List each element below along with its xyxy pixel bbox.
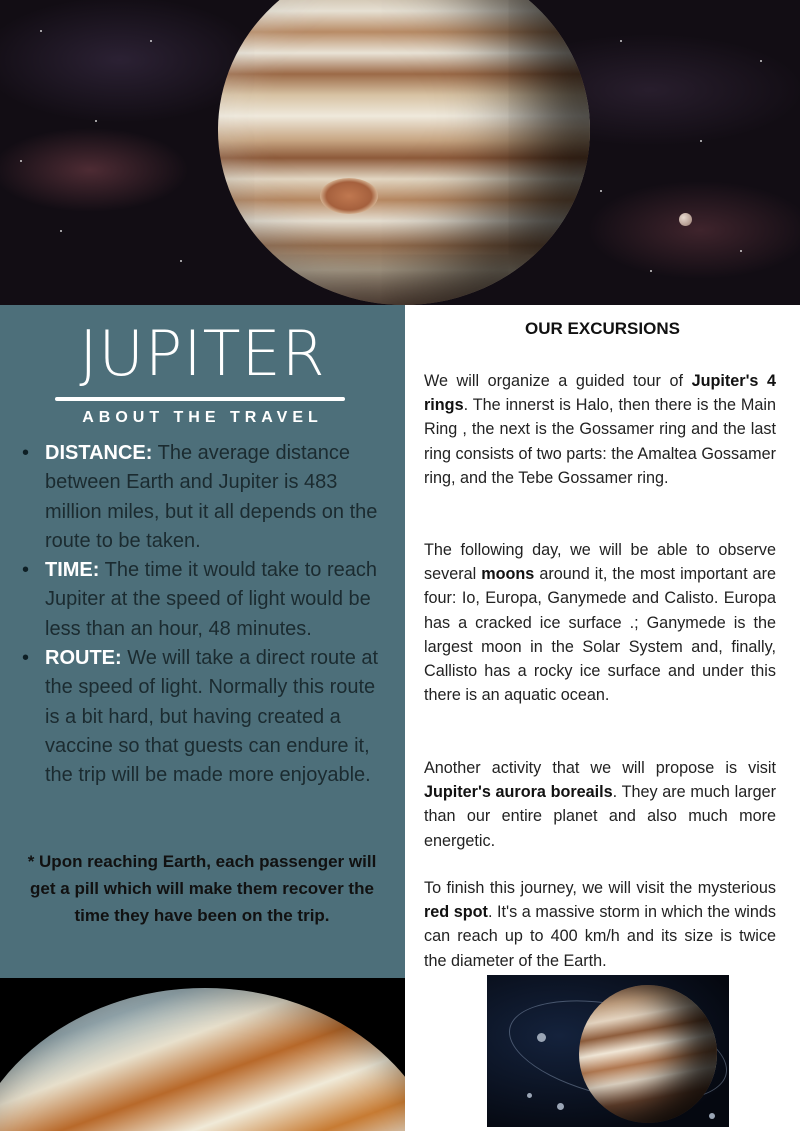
fact-label: TIME:	[45, 559, 100, 582]
moon	[537, 1033, 546, 1042]
moon	[527, 1093, 532, 1098]
jupiter-planet	[218, 0, 590, 305]
paragraph-aurora: Another activity that we will propose is visit Jupiter's aurora boreails. They are much larger than our entire planet and also much more energetic.	[424, 759, 776, 850]
fact-distance	[20, 439, 395, 556]
fact-text: The time it would take to reach Jupiter at the speed of light would be less than an hour, 48 minutes.	[45, 559, 377, 640]
facts-list	[20, 439, 395, 791]
fact-text: We will take a direct route at the speed of light. Normally this route is a bit hard, but having created a vaccine so that guests can endure it, the trip will be made more enjoyable.	[45, 647, 379, 787]
title-divider	[55, 397, 345, 401]
bullet-icon: •	[22, 442, 30, 464]
page-title: JUPITER	[79, 317, 326, 390]
jupiter-planet	[579, 985, 717, 1123]
moon	[557, 1103, 564, 1110]
fact-text: The average distance between Earth and Jupiter is 483 million miles, but it all depends on the route to be taken.	[45, 442, 378, 552]
fact-label: DISTANCE:	[45, 442, 153, 464]
fact-label: ROUTE:	[45, 647, 122, 670]
jupiter-surface	[0, 988, 405, 1131]
fact-route	[20, 644, 395, 790]
fact-time	[20, 556, 395, 644]
paragraph-red-spot: To finish this journey, we will visit the mysterious red spot. It's a massive storm in which the winds can reach up to 400 km/h and its size is twice the diameter of the Earth.	[424, 879, 777, 970]
footnote: * Upon reaching Earth, each passenger will get a pill which will make them recover the time they have been on the trip.	[27, 852, 377, 925]
section-subtitle: ABOUT THE TRAVEL	[82, 409, 323, 426]
paragraph-moons: The following day, we will be able to observe several moons around it, the most important are four: Io, Europa, Ganymede and Calisto. Europa has a cracked ice surface .; Ganymede is the largest moon in the Solar System and, finally, Callisto has a rocky ice surface and under this there is an aquatic ocean.	[424, 541, 776, 705]
about-travel-panel	[0, 305, 405, 978]
moon	[709, 1113, 715, 1119]
great-red-spot	[320, 178, 378, 214]
hero-jupiter-image	[0, 0, 800, 305]
moon	[679, 213, 692, 226]
bullet-icon: •	[22, 647, 30, 670]
jupiter-with-moons-image	[487, 975, 729, 1127]
jupiter-closeup-image	[0, 978, 405, 1131]
paragraph-rings: We will organize a guided tour of Jupiter's 4 rings. The innerst is Halo, then there is the Main Ring , the next is the Gossamer ring and the last ring consists of two parts: the Amaltea Gossamer ring, and the Tebe Gossamer ring.	[424, 372, 776, 487]
excursions-heading: OUR EXCURSIONS	[525, 319, 680, 338]
bullet-icon: •	[22, 559, 30, 582]
